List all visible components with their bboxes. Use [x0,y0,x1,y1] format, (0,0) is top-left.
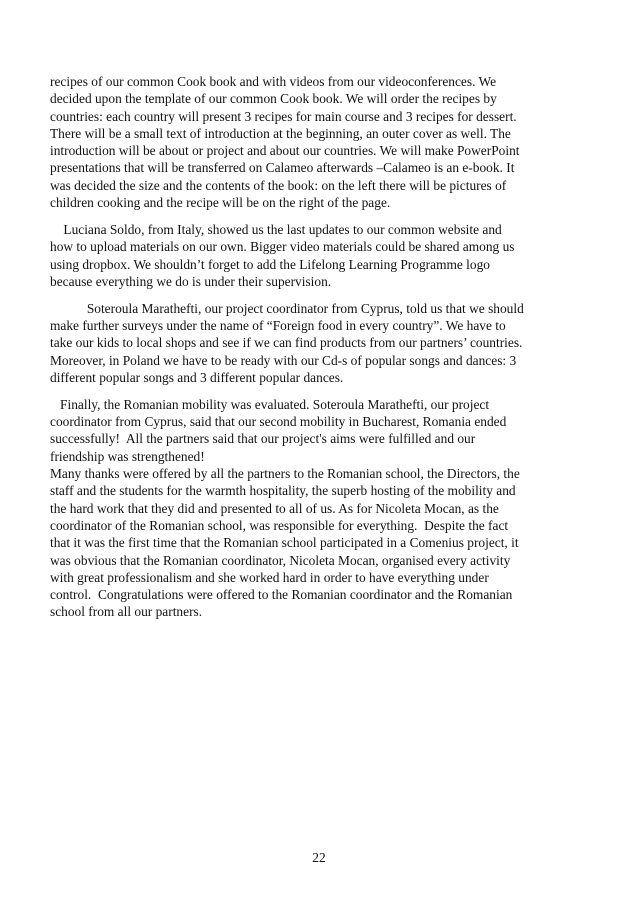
text-line: coordinator from Cyprus, said that our second mobility in Bucharest, Romania ended [50,414,507,430]
text-line: recipes of our common Cook book and with videos from our videoconferences. We [50,74,497,89]
text-line: using dropbox. We shouldn’t forget to add the Lifelong Learning Programme logo [50,256,490,272]
text-line: Soteroula Marathefti, our project coordinator from Cyprus, told us that we should [50,300,524,316]
text-line: control. Congratulations were offered to the Romanian coordinator and the Romanian [50,587,513,603]
text-line: successfully! All the partners said that our project's aims were fulfilled and our [50,431,476,447]
text-line: Luciana Soldo, from Italy, showed us the last updates to our common website and [50,221,502,237]
text-line: Moreover, in Poland we have to be ready with our Cd-s of popular songs and dances: 3 [50,352,517,368]
text-line: take our kids to local shops and see if we can find products from our partners’ countries. [50,335,523,351]
text-line: the hard work that they did and presented to all of us. As for Nicoleta Mocan, as the [50,500,499,516]
text-line: decided upon the template of our common Cook book. We will order the recipes by [50,91,497,107]
paragraph-surveys [50,300,590,386]
text-line: how to upload materials on our own. Bigger video materials could be shared among us [50,239,515,255]
text-line: with great professionalism and she worked hard in order to have everything under [50,569,489,585]
text-line: Finally, the Romanian mobility was evaluated. Soteroula Marathefti, our project [50,396,490,412]
paragraph-cookbook [50,73,590,211]
text-line: presentations that will be transferred on Calameo afterwards –Calameo is an e-book. It [50,160,515,176]
body-text [50,73,590,630]
paragraph-mobility-evaluation [50,396,590,621]
text-line: children cooking and the recipe will be on the right of the page. [50,195,391,211]
text-line: introduction will be about or project and about our countries. We will make PowerPoint [50,143,520,159]
text-line: was decided the size and the contents of the book: on the left there will be pictures of [50,177,507,193]
text-line: There will be a small text of introduction at the beginning, an outer cover as well. The [50,125,511,141]
text-line: make further surveys under the name of “Foreign food in every country”. We have to [50,318,506,334]
text-line: different popular songs and 3 different popular dances. [50,369,344,385]
text-line: countries: each country will present 3 recipes for main course and 3 recipes for dessert. [50,108,517,124]
text-line: school from all our partners. [50,604,203,620]
text-line: coordinator of the Romanian school, was responsible for everything. Despite the fact [50,517,509,533]
paragraph-website [50,221,590,290]
text-line: staff and the students for the warmth hospitality, the superb hosting of the mobility and [50,483,516,499]
text-line: friendship was strengthened! [50,448,205,464]
text-line: because everything we do is under their supervision. [50,273,332,289]
page-number: 22 [312,850,326,865]
text-line: that it was the first time that the Romanian school participated in a Comenius project, it [50,535,519,551]
text-line: was obvious that the Romanian coordinator, Nicoleta Mocan, organised every activity [50,552,511,568]
text-line: Many thanks were offered by all the partners to the Romanian school, the Directors, the [50,466,520,482]
